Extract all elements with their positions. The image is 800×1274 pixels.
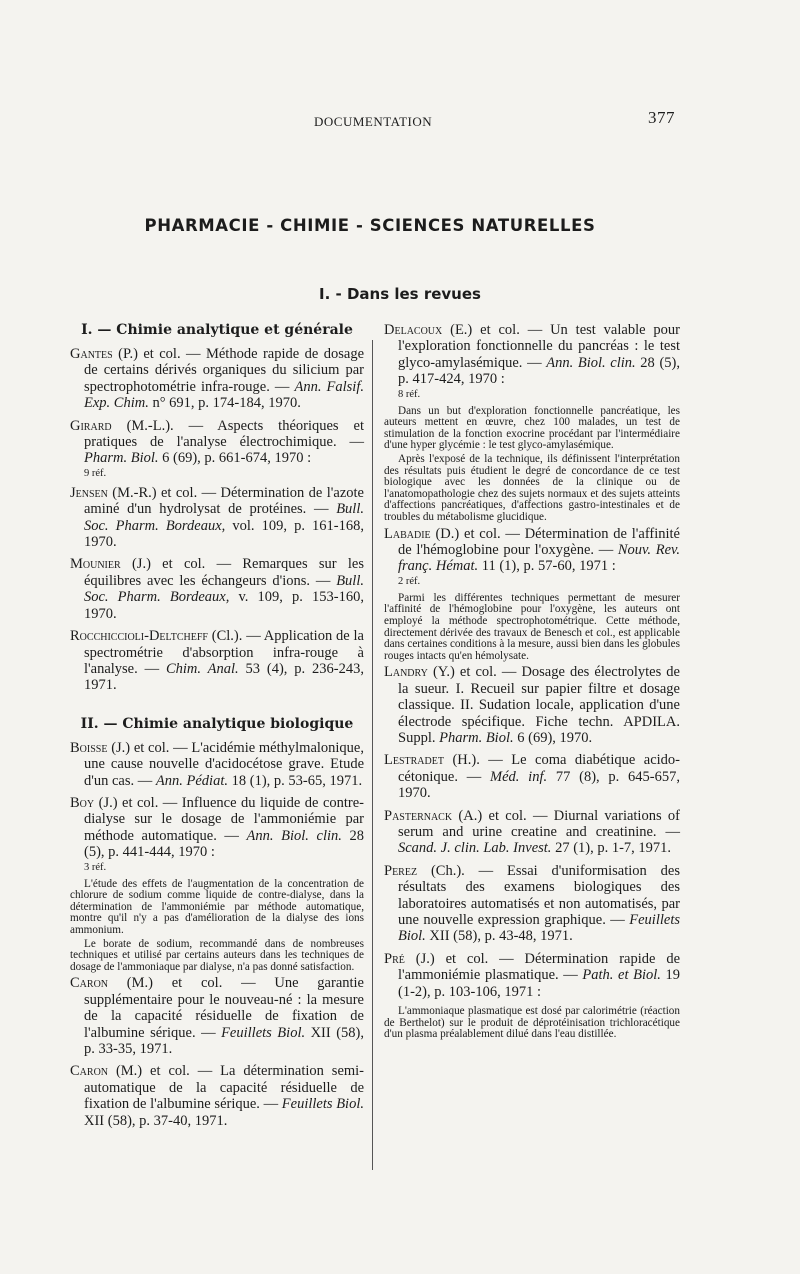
entry-citation: 6 (69), 1970. [513, 729, 593, 746]
entry-journal: Path. et Biol. [582, 967, 661, 984]
entry-journal: Pharm. Biol. [84, 450, 159, 467]
entry-text: (M.-L.). — Aspects théoriques et pratiques de l'analyse électrochimique. — [84, 417, 364, 451]
bibliography-entry [384, 808, 680, 857]
bibliography-entry [70, 418, 364, 479]
entries-list [70, 975, 364, 1129]
bibliography-entry [70, 1063, 364, 1129]
entry-journal: Scand. J. clin. Lab. Invest. [398, 840, 552, 857]
page-number: 377 [648, 108, 675, 127]
entry-author: Pasternack [384, 807, 453, 824]
entry-citation: 19 (1-2), p. 103-106, 1971 : [398, 967, 681, 1000]
entry-author: Lestradet [384, 752, 444, 769]
entry-author: Girard [70, 417, 112, 434]
entry-text: (J.) et col. — Influence du liquide de contre-dialyse sur le dosage de l'ammoniémie par méthode automatique. — [84, 794, 365, 844]
entry-text: (H.). — Le coma diabétique acido-cétonique. — [398, 752, 681, 785]
bibliography-entry [384, 526, 680, 587]
bibliography-entry [384, 752, 680, 801]
entry-journal: Chim. Anal. [165, 660, 239, 677]
entry-citation: 28 (5), p. 441-444, 1970 : [84, 827, 365, 861]
entry-citation: 18 (1), p. 53-65, 1971. [227, 772, 363, 789]
entry-text: (M.-R.) et col. — Détermination de l'azote aminé d'un hydrolysat de protéines. — [84, 484, 364, 518]
entry-citation: 27 (1), p. 1-7, 1971. [551, 840, 672, 857]
entries-list [384, 322, 680, 400]
entry-author: Mounier [70, 556, 121, 573]
entries-list [70, 740, 364, 873]
entry-citation: 11 (1), p. 57-60, 1971 : [478, 558, 616, 575]
entry-author: Pré [384, 950, 405, 967]
bibliography-entry [70, 556, 364, 622]
entry-citation: n° 691, p. 174-184, 1970. [148, 395, 301, 412]
entry-text: (Y.) et col. — Dosage des électrolytes de la sueur. I. Recueil sur papier filtre et dosage classique. II. Sudation locale, application d'une électrode spécifique. Fiche techn. APDILA. Suppl. [398, 664, 680, 746]
abstract-note: L'étude des effets de l'augmentation de la concentration de chlorure de sodium comme liquide de contre-dialyse, dans la détermination de l'ammoniémie par méthode automatique, montre qu'il n'y a pas d'amélioration de la dialyse des ions ammonium. [70, 877, 364, 936]
entry-text: (E.) et col. — Un test valable pour l'exploration fonctionnelle du pancréas : le test glyco-amylasémique. — [398, 322, 680, 371]
bibliography-entry [384, 664, 680, 746]
entry-author: Gantes [70, 346, 113, 362]
subsection-title-text: I. - Dans les revues [319, 285, 481, 303]
entry-journal: Pharm. Biol. [439, 729, 514, 746]
entry-text: (J.) et col. — Détermination rapide de l'ammoniémie plasmatique. — [398, 950, 681, 984]
section-title: PHARMACIE - CHIMIE - SCIENCES NATURELLES [144, 216, 596, 235]
entry-journal: Ann. Biol. clin. [546, 354, 636, 371]
entry-text: (J.) et col. — L'acidémie méthylmalonique, une cause nouvelle d'acidocétose grave. Etude d'un cas. — [84, 739, 364, 789]
entry-author: Boisse [70, 739, 108, 756]
entry-text: (A.) et col. — Diurnal variations of serum and urine creatine and creatinine. — [398, 807, 681, 840]
entry-text: (Ch.). — Essai d'uniformisation des résultats des examens biologiques des laboratoires automatisés et non automatisés, par une nouvelle expression graphique. — [398, 862, 680, 929]
entry-citation: 53 (4), p. 236-243, 1971. [84, 660, 364, 694]
entry-text: (J.) et col. — Remarques sur les équilibres avec les échangeurs d'ions. — [84, 556, 364, 589]
entry-citation: XII (58), p. 37-40, 1971. [84, 1112, 228, 1129]
entry-author: Rocchiccioli-Deltcheff [70, 628, 208, 645]
bibliography-entry [70, 740, 364, 789]
entry-text: (M.) et col. — Une garantie supplémentaire pour le nouveau-né : la mesure de la capacité résiduelle de fixation de l'albumine sérique. — [84, 975, 364, 1041]
entry-citation: 6 (69), p. 661-674, 1970 : [158, 450, 312, 467]
entry-journal: Ann. Pédiat. [155, 772, 228, 789]
bibliography-entry [384, 951, 680, 1000]
entry-citation: vol. 109, p. 161-168, 1970. [84, 517, 364, 551]
entry-author: Perez [384, 862, 418, 879]
entry-citation: v. 109, p. 153-160, 1970. [84, 589, 365, 622]
heading-biological-chemistry: II. — Chimie analytique biologique [80, 715, 354, 732]
running-title: DOCUMENTATION [314, 114, 433, 129]
entry-journal: Bull. Soc. Pharm. Bordeaux, [84, 572, 364, 606]
bibliography-entry [70, 795, 364, 873]
entry-text: (D.) et col. — Détermination de l'affinité de l'hémoglobine pour l'oxygène. — [398, 525, 680, 558]
right-column [384, 322, 680, 1043]
entry-journal: Ann. Biol. clin. [246, 827, 342, 844]
bibliography-entry [70, 628, 364, 694]
bibliography-entry [70, 975, 364, 1057]
entry-reference-count: 8 réf. [398, 388, 421, 400]
entry-author: Boy [70, 794, 95, 811]
entry-citation: XII (58), p. 33-35, 1971. [84, 1024, 364, 1057]
abstract-note: Après l'exposé de la technique, ils définissent l'interprétation des résultats puis étudient le degré de concordance de ce test biologique avec les données de la clinique ou de l'anatomopathologie chez des sujets normaux et des sujets atteints d'affections pancréatiques, d'affections gastro-intestinales et de troubles du métabolisme glucidique. [384, 453, 680, 523]
entry-journal: Feuillets Biol. [221, 1024, 306, 1041]
entry-citation: 28 (5), p. 417-424, 1970 : [398, 354, 680, 388]
entry-author: Jensen [70, 484, 108, 501]
entry-reference-count: 2 réf. [398, 575, 421, 587]
bibliography-entry [384, 322, 680, 400]
entry-author: Labadie [384, 525, 431, 542]
entry-text: (P.) et col. — Méthode rapide de dosage de certains dérivés organiques du silicium par spectrophotométrie infra-rouge. — [84, 346, 365, 395]
entry-reference-count: 3 réf. [84, 861, 107, 873]
entry-text: (Cl.). — Application de la spectrométrie d'absorption infra-rouge à l'analyse. — [84, 628, 364, 677]
entry-citation: XII (58), p. 43-48, 1971. [425, 928, 573, 945]
entry-journal: Feuillets Biol. [398, 912, 680, 945]
entries-list [70, 346, 364, 694]
entry-author: Caron [70, 975, 109, 992]
bibliography-entry [384, 863, 680, 945]
abstract-notes [70, 879, 364, 974]
entry-text: (M.) et col. — La détermination semi-automatique de la capacité résiduelle de fixation de l'albumine sérique. — [84, 1063, 365, 1113]
entry-journal: Bull. Soc. Pharm. Bordeaux, [84, 501, 364, 534]
column-divider [372, 340, 373, 1170]
entry-journal: Ann. Falsif. Exp. Chim. [84, 378, 364, 412]
subsection-title [0, 285, 740, 303]
entry-reference-count: 9 réf. [84, 467, 107, 479]
entry-citation: 77 (8), p. 645-657, 1970. [398, 768, 680, 802]
entry-journal: Nouv. Rev. franç. Hémat. [398, 541, 680, 575]
entries-list [384, 664, 680, 1000]
bibliography-entry [70, 485, 364, 551]
entry-author: Delacoux [384, 322, 443, 338]
entry-author: Landry [384, 664, 428, 681]
abstract-note: Dans un but d'exploration fonctionnelle pancréatique, les auteurs mettent en œuvre, chez 100 malades, un test de stimulation de la fonction exocrine procédant par l'intermédiaire d'une hyper glycémie : le test glyco-amylasémique. [384, 404, 680, 452]
entry-author: Caron [70, 1063, 109, 1080]
entry-journal: Feuillets Biol. [281, 1096, 364, 1113]
heading-analytical-chemistry: I. — Chimie analytique et générale [81, 322, 353, 338]
abstract-notes [384, 406, 680, 524]
bibliography-entry [70, 346, 364, 412]
entry-journal: Méd. inf. [490, 768, 548, 785]
abstract-note: Le borate de sodium, recommandé dans de nombreuses techniques et utilisé par certains auteurs dans les techniques de dosage de l'ammoniaque par dialyse, n'a pas donné satisfaction. [70, 937, 364, 973]
left-column [70, 322, 364, 1135]
entries-list [384, 526, 680, 587]
abstract-note: L'ammoniaque plasmatique est dosé par calorimétrie (réaction de Berthelot) sur le produit de déprotéinisation trichloracétique d'un plasma préalablement dilué dans l'eau distillée. [384, 1005, 680, 1041]
abstract-note: Parmi les différentes techniques permettant de mesurer l'affinité de l'hémoglobine pour l'oxygène, les auteurs ont employé la méthode spectrophotométrique. Cette méthode, directement dérivée des travaux de Benesch et col., est applicable dans certaines conditions à la mesure, aussi bien dans les globules rouges intacts qu'en hémolysate. [384, 591, 680, 662]
